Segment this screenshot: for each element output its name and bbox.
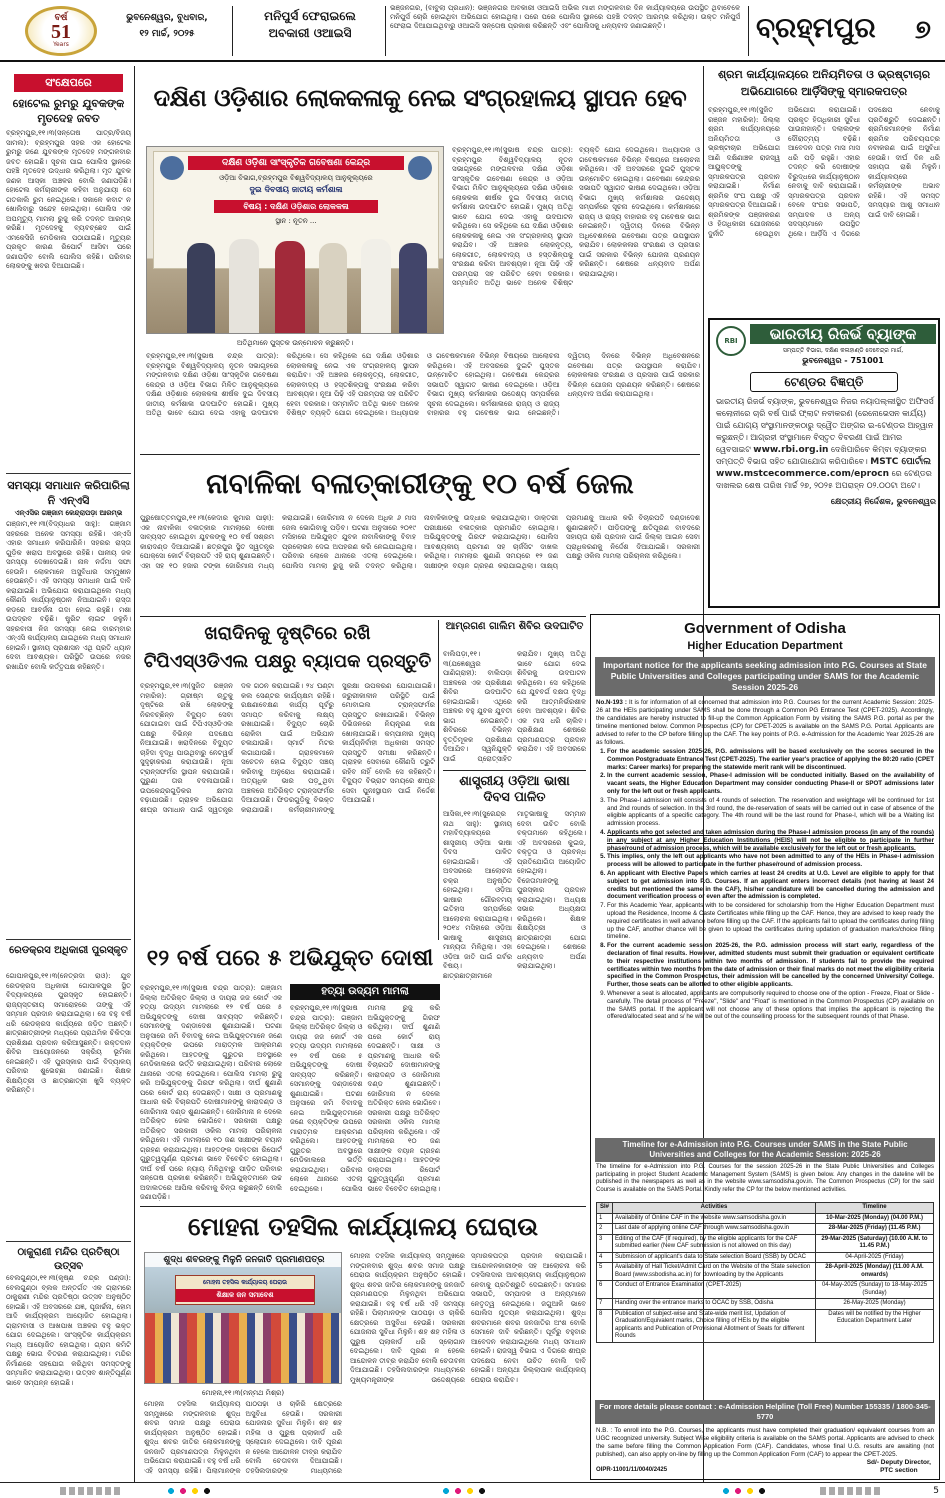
verdict-body-left: ବ୍ରହ୍ମପୁର,୧୧।୩(ସୁଭାଷ ଚନ୍ଦ୍ର ପାତ୍ର): ଗଞ୍ଜାମ ଜିଲ୍ଲା ଅତିରିକ୍ତ ଜିଲ୍ଲା ଓ ଦାୟରା ଜଜ କୋର୍ଟ ଏକ ହତ୍ୟା ଉଦ୍ୟମ ମାମଲାରେ ୧୨ ବର୍ଷ ପରେ ୫ ଅଭିଯୁକ୍ତଙ୍କୁ ଦୋଷୀ ସାବ୍ୟସ୍ତ କରିଛନ୍ତି। ସେମାନଙ୍କୁ ଦଣ୍ଡାଦେଶ ଶୁଣାଯାଇଛି। ଘଟଣା ଅନୁସାରେ ଜମି ବିବାଦକୁ ନେଇ ଅଭିଯୁକ୍ତମାନେ ଜଣେ ବ୍ୟକ୍ତିଙ୍କ ଉପରେ ମାରାତ୍ମକ ଆକ୍ରମଣ କରିଥିଲେ। ଆହତଙ୍କୁ ଗୁରୁତର ଅବସ୍ଥାରେ ମେଡିକାଲରେ ଭର୍ତ୍ତି କରାଯାଇଥିଲା। ପରିବାର ଲୋକେ ଥାନାରେ ଏତଲା ଦେଇଥିଲେ। ପୋଲିସ ମାମଲା ରୁଜୁ କରି ଅଭିଯୁକ୍ତଙ୍କୁ ଗିରଫ କରିଥିଲା। ଦୀର୍ଘ ଶୁଣାଣି ପରେ କୋର୍ଟ ରାୟ ଦେଇଛନ୍ତି। ସାକ୍ଷୀ ଓ ପ୍ରମାଣକୁ ଆଧାର କରି ବିଚାରପତି ଦୋଷୀମାନଙ୍କୁ କାରାଦଣ୍ଡ ଓ ଜୋରିମାନା ଦଣ୍ଡ ଶୁଣାଇଛନ୍ତି। ଜୋରିମାନା ନ ଦେଲେ ଅତିରିକ୍ତ ଜେଲ ଭୋଗିବେ। ସରକାରୀ ପକ୍ଷରୁ ଅତିରିକ୍ତ ସରକାରୀ ଓକିଲ ମାମଲା ପରିଚାଳନା କରିଥିଲେ। ଏହି ମାମଲାରେ ୧୦ ଜଣ ସାକ୍ଷୀଙ୍କ ବୟାନ ଗ୍ରହଣ କରାଯାଇଥିଲା। ଆହତଙ୍କ ଡାକ୍ତରୀ ରିପୋର୍ଟ ଗୁରୁତ୍ୱପୂର୍ଣ୍ଣ ପ୍ରମାଣ ଭାବେ ବିବେଚିତ ହୋଇଥିଲା। ଦୀର୍ଘ ବର୍ଷ ପରେ ନ୍ୟାୟ ମିଳିଥିବାରୁ ପୀଡ଼ିତ ପରିବାର ସନ୍ତୋଷ ପ୍ରକାଶ କରିଛନ୍ତି। ଅଭିଯୁକ୍ତମାନେ ଉଚ୍ଚ ଅଦାଲତରେ ଆପିଲ କରିବାକୁ ଚିନ୍ତା କରୁଛନ୍ତି ବୋଲି ଜଣାପଡ଼ିଛି। [140,984,282,1201]
registration-dots [720,1487,780,1495]
sidebar-item-body: ବେଲଗୁଣ୍ଠା,୧୧।୩(କୃଷ୍ଣ ଚନ୍ଦ୍ର ପଣ୍ଡା): ବେଲଗୁଣ୍ଠା ବ୍ଲକ ଅନ୍ତର୍ଗତ ଏକ ଗ୍ରାମରେ ଠାକୁରାଣୀ ମନ୍ଦିର ପ୍ରତିଷ୍ଠା ଉତ୍ସବ ଅନୁଷ୍ଠିତ ହୋଇଛି। ଏହି ଅବସରରେ ଯଜ୍ଞ, ପୂଜାର୍ଚ୍ଚନା, ହୋମ ଆଦି କାର୍ଯ୍ୟକ୍ରମ ଆୟୋଜିତ ହୋଇଥିଲା। ଗ୍ରାମବାସୀ ଓ ଆଖପାଖ ଅଞ୍ଚଳର ବହୁ ଭକ୍ତ ଯୋଗ ଦେଇଥିଲେ। ସାଂସ୍କୃତିକ କାର୍ଯ୍ୟକ୍ରମ ମଧ୍ୟ ଆୟୋଜିତ ହୋଇଥିଲା। ଗ୍ରାମ କମିଟି ପକ୍ଷରୁ ଭୋଗ ବିତରଣ କରାଯାଇଥିଲା। ମନ୍ଦିର ନିର୍ମାଣରେ ସହଯୋଗ କରିଥିବା ସମସ୍ତଙ୍କୁ ସମ୍ମାନିତ କରାଯାଇଥିଲା। ଉତ୍ସବ ଶାନ୍ତିପୂର୍ଣ୍ଣ ଭାବେ ସମ୍ପନ୍ନ ହୋଇଛି। [6,1274,131,1387]
person-figure [275,241,305,333]
verdict-body-right: ବ୍ରହ୍ମପୁର,୧୧।୩(ସୁଭାଷ ଚନ୍ଦ୍ର ପାତ୍ର): ଗଞ୍ଜାମ ଜିଲ୍ଲା ଅତିରିକ୍ତ ଜିଲ୍ଲା ଓ ଦାୟରା ଜଜ କୋର୍ଟ ଏକ ହତ୍ୟା ଉଦ୍ୟମ ମାମଲାରେ ୧୨ ବର୍ଷ ପରେ ୫ ଅଭିଯୁକ୍ତଙ୍କୁ ଦୋଷୀ ସାବ୍ୟସ୍ତ କରିଛନ୍ତି। ସେମାନଙ୍କୁ ଦଣ୍ଡାଦେଶ ଶୁଣାଯାଇଛି। ଘଟଣା ଅନୁସାରେ ଜମି ବିବାଦକୁ ନେଇ ଅଭିଯୁକ୍ତମାନେ ଜଣେ ବ୍ୟକ୍ତିଙ୍କ ଉପରେ ମାରାତ୍ମକ ଆକ୍ରମଣ କରିଥିଲେ। ଆହତଙ୍କୁ ଗୁରୁତର ଅବସ୍ଥାରେ ମେଡିକାଲରେ ଭର୍ତ୍ତି କରାଯାଇଥିଲା। ପରିବାର ଲୋକେ ଥାନାରେ ଏତଲା ଦେଇଥିଲେ। ପୋଲିସ ମାମଲା ରୁଜୁ କରି ଅଭିଯୁକ୍ତଙ୍କୁ ଗିରଫ କରିଥିଲା। ଦୀର୍ଘ ଶୁଣାଣି ପରେ କୋର୍ଟ ରାୟ ଦେଇଛନ୍ତି। ସାକ୍ଷୀ ଓ ପ୍ରମାଣକୁ ଆଧାର କରି ବିଚାରପତି ଦୋଷୀମାନଙ୍କୁ କାରାଦଣ୍ଡ ଓ ଜୋରିମାନା ଦଣ୍ଡ ଶୁଣାଇଛନ୍ତି। ଜୋରିମାନା ନ ଦେଲେ ଅତିରିକ୍ତ ଜେଲ ଭୋଗିବେ। ସରକାରୀ ପକ୍ଷରୁ ଅତିରିକ୍ତ ସରକାରୀ ଓକିଲ ମାମଲା ପରିଚାଳନା କରିଥିଲେ। ଏହି ମାମଲାରେ ୧୦ ଜଣ ସାକ୍ଷୀଙ୍କ ବୟାନ ଗ୍ରହଣ କରାଯାଇଥିଲା। ଆହତଙ୍କ ଡାକ୍ତରୀ ରିପୋର୍ଟ ଗୁରୁତ୍ୱପୂର୍ଣ୍ଣ ପ୍ରମାଣ ଭାବେ ବିବେଚିତ ହୋଇଥିଲା। [290,1004,440,1193]
banner-line-4: ବିଷୟ : ଦକ୍ଷିଣ ଓଡ଼ିଶାର ଲୋକକଳା [214,200,378,213]
rbi-city: ଭୁବନେଶ୍ୱର - 751001 [802,356,884,365]
kharif-headline-1: ଖରାଦିନକୁ ଦୃଷ୍ଟିରେ ରଖି [204,623,371,644]
person-figure [229,239,259,333]
table-cell: Dates will be notified by the Higher Education Department Later [816,1309,934,1342]
mohana-body-right: ମୋହନା ତହସିଲ କାର୍ଯ୍ୟାଳୟ ସମ୍ମୁଖରେ ମଙ୍ଗଳବାର ଶୁଦ୍ଧ ଶବର ସମାଜ ପକ୍ଷରୁ ଘେରାଉ କାର୍ଯ୍ୟକ୍ରମ ଅନୁଷ୍ଠିତ ହୋଇଛି। ଶୁଦ୍ଧ ଶବର ଜାତିର ଲୋକମାନଙ୍କୁ ଜନଜାତି ପ୍ରମାଣପତ୍ର ମିଳୁନଥିବା ଅଭିଯୋଗ କରାଯାଇଛି। ବହୁ ବର୍ଷ ଧରି ଏହି ସମସ୍ୟା ରହିଛି। ପିଲାମାନଙ୍କ ପାଠପଢ଼ା ଓ ଚାକିରି କ୍ଷେତ୍ରରେ ଅସୁବିଧା ହେଉଛି। ସରକାରୀ ଯୋଜନାର ସୁବିଧା ମିଳୁନି। ଶହ ଶହ ମହିଳା ଓ ପୁରୁଷ ପ୍ଲାକାର୍ଡ ଧରି ସ୍ଲୋଗାନ ଦେଇଥିଲେ। ଦାବି ପୂରଣ ନ ହେଲେ ଆନ୍ଦୋଳନ ତୀବ୍ର କରାଯିବ ବୋଲି ଚେତାବନୀ ଦିଆଯାଇଛି। ତହସିଲଦାରଙ୍କ ମାଧ୍ୟମରେ ମୁଖ୍ୟମନ୍ତ୍ରୀଙ୍କ ଉଦ୍ଦେଶ୍ୟରେ ସ୍ମାରକପତ୍ର ପ୍ରଦାନ କରାଯାଇଛି। ଆନ୍ଦୋଳନକାରୀଙ୍କ ସହ ଆଲୋଚନା କରି ତହସିଲଦାର ଆବଶ୍ୟକୀୟ କାର୍ଯ୍ୟାନୁଷ୍ଠାନ ନେବାକୁ ପ୍ରତିଶ୍ରୁତି ଦେଇଛନ୍ତି। ସମାଜର ସଭାପତି, ସମ୍ପାଦକ ଓ ଅନ୍ୟମାନେ ନେତୃତ୍ୱ ନେଇଥିଲେ। ଜଗୁଆଳି ଭାବେ ପୋଲିସ ମୁତୟନ କରାଯାଇଥିଲା। ଶୁଦ୍ଧ ଶବରମାନେ ଶବର ଜନଜାତିର ଅଂଶ ବୋଲି ସେମାନେ ଦାବି କରିଛନ୍ତି। ପୂର୍ବରୁ ବହୁବାର ଆବେଦନ କରାଯାଇଥିଲେ ମଧ୍ୟ ସମାଧାନ ହୋଇନି। ରାଜସ୍ୱ ବିଭାଗ ଏ ଦିଗରେ ଶୀଘ୍ର ପଦକ୍ଷେପ ନେବା ଉଚିତ ବୋଲି ଦାବି ହୋଇଛି। ଅନ୍ୟଥା ଜିଲ୍ଲାପାଳ କାର୍ଯ୍ୟାଳୟ ଘେରାଉ କରାଯିବ। [350,1252,586,1384]
table-cell: Submission of applicant's data to State selection Board (SSB) by OCAC [613,1252,816,1263]
timeline-table [591,1202,939,1400]
sidebar-item-sub: ଏନ୍ଏସିର ଗଞ୍ଜାମ କେନ୍ଦ୍ରାପଡ଼ା ଆରମ୍ଭ [14,509,123,517]
rbi-url-1[interactable]: www.rbi.org.in [753,445,829,455]
govt-title: Government of Odisha [684,620,846,637]
table-cell: 6 [597,1281,613,1299]
sidebar-item-body: ଗଞ୍ଜାମ,୧୧।୩(ବିଦ୍ୟାଧର ସାହୁ): ଗଞ୍ଜାମ ସହରରେ ଅନେକ ସମସ୍ୟା ରହିଛି। ଏନ୍ଏସି ଏହାର ସମାଧାନ କରିପାରିନି। ସହରର ରାସ୍ତା ଗୁଡ଼ିକ ଖରାପ ଅବସ୍ଥାରେ ରହିଛି। ପାନୀୟ ଜଳ ସମସ୍ୟା ଦେଖାଦେଇଛି। ନାଳ ନର୍ଦ୍ଦମା ସଫା ହେଉନି। ଲୋକମାନେ ଅସୁବିଧାର ସମ୍ମୁଖୀନ ହେଉଛନ୍ତି। ଏହି ସମସ୍ୟା ସମାଧାନ ପାଇଁ ଦାବି କରାଯାଇଛି। ଅଭିଯୋଗ କରାଯାଇଥିଲେ ମଧ୍ୟ କୌଣସି କାର୍ଯ୍ୟାନୁଷ୍ଠାନ ନିଆଯାଇନି। ରାସ୍ତା କଡ଼ରେ ଆବର୍ଜନା ଗଦା ହୋଇ ରହୁଛି। ମଶା ଉପଦ୍ରବ ବଢ଼ିଛି। ଷ୍ଟ୍ରିଟ ଲାଇଟ ଜଳୁନି। ସହରବାସୀ ନିଜ ସମସ୍ୟା ନେଇ ବାରମ୍ବାର ଏନ୍ଏସି କାର୍ଯ୍ୟାଳୟ ଯାଇଥିଲେ ମଧ୍ୟ ସମାଧାନ ହୋଇନି। ସ୍ଥାନୀୟ ପ୍ରଶାସନ ଏଥି ପ୍ରତି ଧ୍ୟାନ ଦେବା ଆବଶ୍ୟକ। ପରିସ୍ଥିତି ଉପରେ ନଜର ରଖାଯିବ ବୋଲି କର୍ତ୍ତୃପକ୍ଷ କହିଛନ୍ତି। [6,520,131,671]
teaser-head-1: ମନିପୁର୍ସ ଫେରାଇଲେ [264,9,356,23]
govt-oipr: OIPR-11001/11/0040/2425 [596,1467,668,1473]
sidebar-item [6,478,131,935]
labour-story [708,66,940,316]
odia-headline-2: ଦିବସ ପାଳିତ [483,790,546,805]
table-cell: Availability of Hall Ticket/Admit Card on the Website of the State selection Board (www.ssbodisha.ac.in) for downloading by the Applicants [613,1263,816,1281]
table-cell: 8 [597,1309,613,1342]
rbi-mstc: MSTC ପୋର୍ଟାଲ [870,457,931,467]
table-cell: 29-Mar-2025 (Saturday) (10.00 A.M. to 11.45 P.M.) [816,1234,934,1252]
odia-headline-1: ଶାସ୍ତ୍ରୀୟ ଓଡ଼ିଆ ଭାଷା [459,774,570,789]
person-figure [187,243,215,333]
table-cell: Conduct of Entrance Examination (CPET-2025) [613,1281,816,1299]
logo-sub: Years [53,41,69,48]
lead-caption: ଅତିଥିମାନେ ପୁସ୍ତକ ଉନ୍ମୋଚନ କରୁଛନ୍ତି। [236,339,354,347]
rbi-body-1: ଭାରତୀୟ ରିଜର୍ଭ ବ୍ୟାଙ୍କ, ଭୁବନେଶ୍ୱର ନିଜର ନୟାପଲ୍ଲୀସ୍ଥିତ ଅଫିସର୍ସ କଲୋନୀରେ ଚାରି ବର୍ଷ ପାଇଁ ଫ୍ଲାଟ ନବୀକରଣ (ରେନୋଭେସନ କାର୍ଯ୍ୟ) ପାଇଁ ଯୋଗ୍ୟ ସଂସ୍ଥାମାନଙ୍କଠାରୁ ଦ୍ୱୈତ ଅଙ୍ଗର ଇ-ଟେଣ୍ଡର ଆହ୍ୱାନ କରୁଛନ୍ତି। [716,397,934,442]
govt-intro [591,696,939,748]
kharif-headline-2: ଟିପିଏସ୍ଓଡିଏଲ ପକ୍ଷରୁ ବ୍ୟାପକ ପ୍ରସ୍ତୁତି [143,651,432,672]
govt-point: 3. The Phase-I admission will consists of 4 rounds of selection. The reservation and weightage will be continued for 1st and 2nd rounds of selection. In the 3rd round, the de-reservation of seats will be carried out in case of absence of the eligible applicants of a specific category. The 4th round will be the last round for Phase-I, which will be a Waiting list admission process. [607,797,934,828]
rbi-date: ରେ ଟେଣ୍ଡର ଦାଖଲର ଶେଷ ତାରିଖ ମାର୍ଚ୍ଚ ୨୭, ୨୦୨୫ ଅପରାହ୍ନ ୦୨.୦୦ଟା ଅଟେ। [716,469,932,490]
rbi-tender-title: ଟେଣ୍ଡର ବିଜ୍ଞପ୍ତି [750,372,898,392]
teaser-head-2: ଅବକାରୀ ଓଆଇସି [268,26,352,40]
banner-line-3: ଦୁଇ ଦିବସୀୟ ଜାତୀୟ କର୍ମଶାଳା [249,185,343,194]
table-cell: Publication of subject-wise and State-wide merit list, Updation of Graduation/Equivalent marks, Choice filling of HEIs by the eligible applicants and Publication of Provisional Allotment of Seats for different Rounds [613,1309,816,1342]
govt-nb: N.B. : To enroll into the P.G. Courses, the applicants must have completed their graduation/ equivalent courses from an UGC recognized university. Subject Wise eligibility criteria is available on the SAMS portal. Applicants are advised to check the same before filling the Common Application Form (CAF). Candidates, whose final U.G. results are awaiting (not published), can also apply on-line by filling up the Common Application Form (CAF) to appear the CPET-2025. [596,1427,934,1458]
lead-photo [146,146,444,334]
govt-notice-title: Important notice for the applicants seeking admission into P.G. Courses at State Public Universities and Colleges participating under SAMS for the Academic Session 2025-26 [595,657,935,696]
table-cell: 5 [597,1263,613,1281]
rbi-sign: କ୍ଷେତ୍ରୀୟ ନିର୍ଦ୍ଦେଶକ, ଭୁବନେଶ୍ୱର [830,497,936,506]
dateline-date: ୧୨ ମାର୍ଚ୍ଚ, ୨୦୨୫ [139,29,195,39]
kharif-body: ବ୍ରହ୍ମପୁର,୧୧।୩(ସୁଜିତ ରଞ୍ଜନ ମହାରିକ): ଗ୍ରୀଷ୍ମ ଋତୁକୁ ଦୃଷ୍ଟିରେ ରଖି ଲୋକଙ୍କୁ ନିରବଚ୍ଛିନ୍ନ ବିଦ୍ୟୁତ ସେବା ଯୋଗାଇବା ପାଇଁ ଟିପିଏସ୍ଓଡିଏଲ ପକ୍ଷରୁ ବିଭିନ୍ନ ପଦକ୍ଷେପ ନିଆଯାଇଛି। ଖରାଦିନରେ ବିଦ୍ୟୁତ ଚାହିଦା ବୃଦ୍ଧି ପାଉଥିବାରୁ ନେଟୱର୍କ ସୁଦୃଢ଼ୀକରଣ କରାଯାଉଛି। ନୂଆ ଟ୍ରାନ୍ସଫର୍ମର ସ୍ଥାପନ କରାଯାଉଛି। ପୁରୁଣା ତାର ବଦଳାଯାଉଛି। ଉପକେନ୍ଦ୍ରଗୁଡ଼ିକର କ୍ଷମତା ବଢ଼ାଯାଉଛି। ଗ୍ରାହକ ଅଭିଯୋଗ ଶୀଘ୍ର ସମାଧାନ ପାଇଁ ସ୍ୱତନ୍ତ୍ର ଦଳ ଗଠନ କରାଯାଇଛି। ୨୪ ଘଣ୍ଟା କଲ ସେଣ୍ଟର କାର୍ଯ୍ୟକ୍ଷମ ରହିଛି। ରକ୍ଷଣାବେକ୍ଷଣ କାର୍ଯ୍ୟ ପୂର୍ବରୁ ସମାପ୍ତ କରିବାକୁ ଲକ୍ଷ୍ୟ ରଖାଯାଇଛି। ବିଦ୍ୟୁତ ଚୋରି ରୋକିବା ପାଇଁ ଅଭିଯାନ ଚଳାଯାଉଛି। ସ୍ମାର୍ଟ ମିଟର ଲଗାଯାଉଛି। ଗ୍ରାହକମାନେ ସଚେତନ ହୋଇ ବିଦ୍ୟୁତ ସଞ୍ଚୟ କରିବାକୁ ଅନୁରୋଧ କରାଯାଇଛି। ଅତ୍ୟଧିକ ଭାର ପଡ଼ୁଥିବା ଅଞ୍ଚଳରେ ଅତିରିକ୍ତ ଟ୍ରାନ୍ସଫର୍ମର ଦିଆଯାଉଛି। ଫିଡରଗୁଡ଼ିକୁ ବିଭକ୍ତ କରାଯାଉଛି। କର୍ମଚାରୀମାନଙ୍କୁ ସୁରକ୍ଷା ଉପକରଣ ଯୋଗାଯାଇଛି। ଜରୁରୀକାଳୀନ ପରିସ୍ଥିତି ପାଇଁ ମୋବାଇଲ ଟ୍ରାନ୍ସଫର୍ମର ପ୍ରସ୍ତୁତ ରଖାଯାଇଛି। ବିଭିନ୍ନ ଡିଭିଜନରେ ନିୟନ୍ତ୍ରଣ କକ୍ଷ ଖୋଲାଯାଇଛି। କମ୍ପାନୀର ମୁଖ୍ୟ କାର୍ଯ୍ୟନିର୍ବାହୀ ଅଧିକାରୀ ସମସ୍ତ ପ୍ରସ୍ତୁତି ସମୀକ୍ଷା କରିଛନ୍ତି। ଗ୍ରାହକ ସେବାରେ କୌଣସି ତ୍ରୁଟି ରହିବ ନାହିଁ ବୋଲି ସେ କହିଛନ୍ତି। ବିଦ୍ୟୁତ ବିଭ୍ରାଟ ସମୟରେ ଶୀଘ୍ର ସେବା ପୁନଃସ୍ଥାପନ ପାଇଁ ନିର୍ଦ୍ଦେଶ ଦିଆଯାଇଛି। [140,682,435,814]
teaser-headline [240,8,380,42]
table-header: Sl# [597,1203,613,1214]
govt-timeline-title: Timeline for e-Admission into P.G. Courses under SAMS in the State Public Universities and Colleges for the Academic Session: 2025-26 [595,1138,935,1162]
table-cell: 26-May-2025 (Monday) [816,1299,934,1310]
crowd [145,1313,342,1384]
teaser-body: ଭଞ୍ଜନଗର, (ବାବୁଲା ପ୍ରଧାନ): ଭଞ୍ଜନଗର ଅବକାରୀ ଓଆଇସି ଅଭିଲ ମାଝୀ ମଙ୍ଗଳବାର ଦିନ କାର୍ଯ୍ୟାଳୟରେ ଉପସ୍ଥିତ ଥିବାବେଳେ ମନିପୁର୍ସ ଚୋରି ହୋଇଥିବା ଅଭିଯୋଗ ହୋଇଥିଲା। ପରେ ପରେ ପୋଲିସ ସ୍ଥାନରେ ପହଞ୍ଚି ତଦନ୍ତ ଆରମ୍ଭ କରିଥିଲା। ଉକ୍ତ ମନିପୁର୍ସ ଫେରାଇ ଦିଆଯାଇଥିବାରୁ ଓଆଇସି ସନ୍ତୋଷ ପ୍ରକାଶ କରିଛନ୍ତି ଏବଂ ପୋଲିସକୁ ଧନ୍ୟବାଦ ଜଣାଇଛନ୍ତି। [390,4,740,30]
lead-story [140,66,700,458]
govt-dept: Higher Education Department [687,640,843,652]
person-figure [399,243,427,333]
rbi-tender-ad [708,318,940,608]
odia-story [443,774,586,1094]
sidebar-item [6,944,131,1237]
govt-point: 9. Whenever a seat is allocated, applicants are compulsorily required to choose one of the option - Freeze, Float or Slide - carefully. The detail process of "Freeze", "Slide" and "Float" is mentioned in the Common Prospectus (CP) available on the SAMS portal. If the applicant will not choose any of these options that implies the applicant is rejecting the offered/allocated seat and s/ he will be out of the counselling process for the subsequent rounds of that Phase. [607,990,934,1021]
table-row [597,1299,934,1310]
govt-point: 8. For the current academic session 2025-26, the P.G. admission process will start early, regardless of the declaration of final results. However, admitted students must submit their graduation or equivalent certificate to their respective institutions within two months of admission. If students fail to provide the required certificates within two months from the date of admission or their final marks do not meet the eligibility criteria specified in the Common Prospectus, their admission will be cancelled by the concerned University/ College. Further, those seats can be allotted to other eligible applicants. [607,942,934,989]
mohana-headline: ମୋହନା ତହସିଲ କାର୍ଯ୍ୟାଳୟ ଘେରାଉ [187,1212,539,1241]
masthead [0,0,945,62]
table-row [597,1234,934,1252]
camp-headline: ଆମ୍ରଗଣ ଗାଲିମ ଶିବିର ଉଦଘାଟିତ [445,621,584,632]
labour-headline: ଶ୍ରମ କାର୍ଯ୍ୟାଳୟରେ ଅନିୟମିତତା ଓ ଭ୍ରଷ୍ଟାଚାର ଅଭିଯୋଗରେ ଆର୍ଡ଼ିସିଙ୍କୁ ସ୍ମାରକପତ୍ର [717,68,931,98]
table-cell: Handing over the entrance marks to OCAC by SSB, Odisha [613,1299,816,1310]
govt-point: 1. For the academic session 2025-26, P.G. admissions will be based exclusively on the scores secured in the Common Postgraduate Entrance Test (CPET-2025). The earlier year's practice of applying the 80:20 ratio (CPET marks: Career marks) for preparing the statewide merit rank will be discontinued. [607,748,934,771]
govt-sign-2: PTC section [880,1467,918,1474]
govt-point: 6. An applicant with Elective Papers which carries at least 24 credits at U.G. Level are eligible to apply for that subject to get admission into P.G. Courses. If an applicant enters incorrect details (not having at least 24 credits but mentioned the same in the CAF), his/her candidature will be cancelled during the admission and document verification process or even after the admission is completed. [607,870,934,901]
rbi-url-3[interactable]: com/eprocn [829,469,890,479]
camp-body: ବାଲିପଡ଼ା,୧୧।୩(ଯଜ୍ଞେଶ୍ୱର ପାଣିଗ୍ରାହୀ): ବାଲିପଡ଼ା ଅଞ୍ଚଳରେ ଏକ ପ୍ରଶିକ୍ଷଣ ଶିବିର ଉଦଘାଟିତ ହୋଇଯାଇଛି। ଏଥିରେ ଅଞ୍ଚଳର ବହୁ ଯୁବକ ଯୁବତୀ ଭାଗ ନେଇଛନ୍ତି। ଶିବିରରେ ବିଭିନ୍ନ ବୃତ୍ତିମୂଳକ ପ୍ରଶିକ୍ଷଣ ଦିଆଯିବ। ସ୍ୱନିଯୁକ୍ତି ପାଇଁ ପ୍ରୋତ୍ସାହିତ କରାଯିବ। ମୁଖ୍ୟ ଅତିଥି ଭାବେ ଯୋଗ ଦେଇ ଶିବିରକୁ ଉଦଘାଟନ କରିଥିଲେ। ସେ କହିଥିଲେ ଯେ ଯୁବବର୍ଗ ଦକ୍ଷତା ବୃଦ୍ଧି କରି ଆତ୍ମନିର୍ଭରଶୀଳ ହେବା ଆବଶ୍ୟକ। ଶିବିର ଏକ ମାସ ଧରି ଚାଲିବ। ପ୍ରଶିକ୍ଷଣ ଶେଷରେ ପ୍ରମାଣପତ୍ର ପ୍ରଦାନ କରାଯିବ। ଏହି ଅବସରରେ [443,650,586,763]
govt-point: 2. In the current academic session, Phase-I admission will be conducted initially. Based on the availability of vacant seats, the Higher Education Department may consider conducting Phase-II or SPOT admissions later only for the left out or fresh applicants. [607,772,934,795]
table-cell: 1 [597,1213,613,1224]
sidebar-item-head: ସମସ୍ୟା ସମାଧାନ କରିପାରିଲା ନି ଏନ୍ଏସି [7,479,130,507]
protest-banner-text: ମୋହନା ତହସିଲ କାର୍ଯ୍ୟାଳୟ ଘେରାଉ [202,1279,288,1286]
govt-notice [590,614,940,1480]
protest-banner-text-2: ଶିକ୍ଷାଳ ଜନ ସମାବେଶ [176,1289,314,1302]
mohana-subhead: ଶୁଦ୍ଧ ଶବରଙ୍କୁ ମିଳୁନି ଜନଜାତି ପ୍ରମାଣପତ୍ର [145,1253,342,1267]
mohana-story [140,1208,586,1480]
table-header-row [597,1203,934,1214]
sidebar-item-head: ହୋଟେଲ ରୁମରୁ ଯୁବକଙ୍କ ମୃତଦେହ ଜବତ [12,97,125,125]
logo-number: 51 [51,21,71,43]
verdict-subhead: ହତ୍ୟା ଉଦ୍ୟମ ମାମଲା [290,984,440,1000]
rape-body: ପୁରୁଷୋତ୍ତମପୁର,୧୧।୩(କେଦାର କୁମାର ପାଢ଼ୀ): ଏକ ନାବାଳିକା ବଳାତ୍କାର ମାମଲାରେ ଦୋଷୀ ସାବ୍ୟସ୍ତ ହୋଇଥିବା ଯୁବକଙ୍କୁ ୧୦ ବର୍ଷ ସଶ୍ରମ କାରାଦଣ୍ଡ ଦିଆଯାଇଛି। ଛତ୍ରପୁର ସ୍ଥିତ ସ୍ୱତନ୍ତ୍ର ପୋକ୍ସୋ କୋର୍ଟ ବିଚାରପତି ଏହି ରାୟ ଶୁଣାଇଛନ୍ତି। ଏହା ସହ ୧୦ ହଜାର ଟଙ୍କା ଜୋରିମାନା ମଧ୍ୟ କରାଯାଇଛି। ଜୋରିମାନା ନ ଦେଲେ ଅଧିକ ୬ ମାସ ଜେଲ ଭୋଗିବାକୁ ପଡ଼ିବ। ଘଟଣା ଅନୁସାରେ ୨୦୧୯ ମସିହାରେ ଅଭିଯୁକ୍ତ ଯୁବକ ନାବାଳିକାଙ୍କୁ ବିବାହ ପ୍ରଲୋଭନ ଦେଇ ଅପହରଣ କରି ନେଇଯାଇଥିଲା। ପରିବାର ଲୋକେ ଥାନାରେ ଏତଲା ଦେଇଥିଲେ। ପୋଲିସ ମାମଲା ରୁଜୁ କରି ତଦନ୍ତ କରିଥିଲା। ନାବାଳିକାଙ୍କୁ ଉଦ୍ଧାର କରାଯାଇଥିଲା। ଡାକ୍ତରୀ ପରୀକ୍ଷାରେ ବଳାତ୍କାର ପ୍ରମାଣିତ ହୋଇଥିଲା। ଅଭିଯୁକ୍ତଙ୍କୁ ଗିରଫ କରାଯାଇଥିଲା। ପୋଲିସ ଆବଶ୍ୟକୀୟ ପ୍ରମାଣ ସହ ଚାର୍ଜସିଟ ଦାଖଲ କରିଥିଲା। ମାମଲାର ଶୁଣାଣି ସମୟରେ ୧୨ ଜଣ ସାକ୍ଷୀଙ୍କ ବୟାନ ଗ୍ରହଣ କରାଯାଇଥିଲା। ସାକ୍ଷ୍ୟ ପ୍ରମାଣକୁ ଆଧାର କରି ବିଚାରପତି ଦଣ୍ଡାଦେଶ ଶୁଣାଇଛନ୍ତି। ପୀଡ଼ିତାଙ୍କୁ କ୍ଷତିପୂରଣ ବାବଦରେ ସହାୟତା ରାଶି ପ୍ରଦାନ ପାଇଁ ଜିଲ୍ଲା ଆଇନ ସେବା ପ୍ରାଧିକରଣକୁ ନିର୍ଦ୍ଦେଶ ଦିଆଯାଇଛି। ସରକାରୀ ପକ୍ଷରୁ ଓକିଲ ମାମଲା ପରିଚାଳନା କରିଥିଲେ। [140,514,700,570]
govt-point: 4. Applicants who got selected and taken admission during the Phase-I admission process (in any of the rounds) in any subject at any Higher Education Institutions (HEIS) will not be eligible to participate in further phase/round of admission process, which will be available exclusively for the left out or fresh applicants. [607,829,934,852]
banner-title: ଦକ୍ଷିଣ ଓଡ଼ିଶା ସାଂସ୍କୃତିକ ଗବେଷଣା କେନ୍ଦ୍ର [188,156,404,170]
sidebar-item-head: ରେଡକ୍ରସ ଅଧିକାରୀ ପୁରସ୍କୃତ [9,945,128,956]
sidebar [6,70,131,1480]
lead-body-side: ବ୍ରହ୍ମପୁର,୧୧।୩(ସୁଭାଷ ଚନ୍ଦ୍ର ପାତ୍ର): ବ୍ରହ୍ମପୁର ବିଶ୍ୱବିଦ୍ୟାଳୟ ନୂତନ ସଭାଗୃହରେ ମଙ୍ଗଳବାର ଦକ୍ଷିଣ ଓଡ଼ିଶା ସାଂସ୍କୃତିକ ଗବେଷଣା କେନ୍ଦ୍ର ଓ ଓଡ଼ିଆ ବିଭାଗ ମିଳିତ ଆନୁକୂଲ୍ୟରେ ଦକ୍ଷିଣ ଓଡ଼ିଶାର ଲୋକକଳା ଶୀର୍ଷକ ଦୁଇ ଦିବସୀୟ ଜାତୀୟ କର୍ମଶାଳା ଉଦଘାଟିତ ହୋଇଛି। ମୁଖ୍ୟ ଅତିଥି ଭାବେ ଯୋଗ ଦେଇ ଏହାକୁ ଉଦଘାଟନ କରିଥିଲେ। ସେ କହିଥିଲେ ଯେ ଦକ୍ଷିଣ ଓଡ଼ିଶାର ଲୋକକଳାକୁ ନେଇ ଏକ ସଂଗ୍ରହାଳୟ ସ୍ଥାପନ କରାଯିବ। ଏହି ଅଞ୍ଚଳର ଲୋକନୃତ୍ୟ, ଲୋକଗୀତ, ଲୋକବାଦ୍ୟ ଓ ହସ୍ତଶିଳ୍ପକୁ ସଂରକ୍ଷଣ କରିବା ଆବଶ୍ୟକ। ନୂଆ ପିଢ଼ି ଏହି ପରମ୍ପରା ସହ ପରିଚିତ ହେବା ଦରକାର। ସମ୍ମାନିତ ଅତିଥି ଭାବେ ଅନେକ ବିଶିଷ୍ଟ ବ୍ୟକ୍ତି ଯୋଗ ଦେଇଥିଲେ। ଅଧ୍ୟାପକ ଓ ଗବେଷକମାନେ ବିଭିନ୍ନ ବିଷୟରେ ଆଲୋଚନା କରିଥିଲେ। ଏହି ଅବସରରେ ଦୁଇଟି ପୁସ୍ତକ ଉନ୍ମୋଚିତ ହୋଇଥିଲା। ଗବେଷଣା କେନ୍ଦ୍ରର ସଭାପତି ସ୍ୱାଗତ ଭାଷଣ ଦେଇଥିଲେ। ଓଡ଼ିଆ ବିଭାଗ ମୁଖ୍ୟ କର୍ମଶାଳାର ଉଦ୍ଦେଶ୍ୟ ସମ୍ପର୍କରେ ସୂଚନା ଦେଇଥିଲେ। କର୍ମଶାଳାରେ ରାଜ୍ୟ ଓ ରାଜ୍ୟ ବାହାରର ବହୁ ଗବେଷକ ଭାଗ ନେଇଛନ୍ତି। ଦ୍ୱିତୀୟ ଦିନରେ ବିଭିନ୍ନ ଅଧିବେଶନରେ ଗବେଷଣା ପତ୍ର ଉପସ୍ଥାପନ କରାଯିବ। ଲୋକକଳାର ସଂରକ୍ଷଣ ଓ ପ୍ରସାର ପାଇଁ ସରକାର ବିଭିନ୍ନ ଯୋଜନା ପ୍ରଣୟନ କରିଛନ୍ତି। ଶେଷରେ ଧନ୍ୟବାଦ ଅର୍ପଣ କରାଯାଇଥିଲା। [452,146,700,287]
rbi-name: ଭାରତୀୟ ରିଜର୍ଭ ବ୍ୟାଙ୍କ [750,324,936,344]
rbi-logo-text: RBI [724,337,738,345]
color-bar [60,1487,120,1495]
mohana-body-left: ମୋହନା ତହସିଲ କାର୍ଯ୍ୟାଳୟ ସମ୍ମୁଖରେ ମଙ୍ଗଳବାର ଶୁଦ୍ଧ ଶବର ସମାଜ ପକ୍ଷରୁ ଘେରାଉ କାର୍ଯ୍ୟକ୍ରମ ଅନୁଷ୍ଠିତ ହୋଇଛି। ଶୁଦ୍ଧ ଶବର ଜାତିର ଲୋକମାନଙ୍କୁ ଜନଜାତି ପ୍ରମାଣପତ୍ର ମିଳୁନଥିବା ଅଭିଯୋଗ କରାଯାଇଛି। ବହୁ ବର୍ଷ ଧରି ଏହି ସମସ୍ୟା ରହିଛି। ପିଲାମାନଙ୍କ ପାଠପଢ଼ା ଓ ଚାକିରି କ୍ଷେତ୍ରରେ ଅସୁବିଧା ହେଉଛି। ସରକାରୀ ଯୋଜନାର ସୁବିଧା ମିଳୁନି। ଶହ ଶହ ମହିଳା ଓ ପୁରୁଷ ପ୍ଲାକାର୍ଡ ଧରି ସ୍ଲୋଗାନ ଦେଇଥିଲେ। ଦାବି ପୂରଣ ନ ହେଲେ ଆନ୍ଦୋଳନ ତୀବ୍ର କରାଯିବ ବୋଲି ଚେତାବନୀ ଦିଆଯାଇଛି। ତହସିଲଦାରଙ୍କ ମାଧ୍ୟମରେ [144,1400,342,1475]
table-header: Activities [613,1203,816,1214]
table-cell: 28-Mar-2025 (Friday) (11.45 P.M.) [816,1224,934,1235]
person-figure [361,239,391,333]
table-cell: 28-April-2025 (Monday) (11.00 A.M. onwards) [816,1263,934,1281]
sidebar-item [6,1246,131,1498]
table-row [597,1309,934,1342]
govt-timeline-intro: The timeline for e-Admission into P.G. Courses for the session 2025-26 in the State Public Universities and Colleges participating in project Student Academic Management System (SAMS) is given below. Any changes in the dateline will be published in the newspapers as well as in the website www.samsodisha.gov.in. The Common Prospectus (CP) for the said Course is available on the SAMS Portal. Kindly refer the CP for the below mentioned activities. [596,1164,934,1193]
emblem-left-icon [160,156,184,180]
lead-headline: ଦକ୍ଷିଣ ଓଡ଼ିଶାର ଲୋକକଳାକୁ ନେଇ ସଂଗ୍ରହାଳୟ ସ୍ଥାପନ ହେବ [153,84,687,112]
table-cell: Availability of Online CAF in the website www.samsodisha.gov.in [613,1213,816,1224]
mohana-caption: ମୋହନା,୧୧।୩(ମନ୍ମଥ ମିଶ୍ର) [201,1389,285,1397]
registration-dots [440,1487,500,1495]
table-cell: 04-May-2025 (Sunday) to 18-May-2025 (Sunday) [816,1281,934,1299]
govt-points [591,748,939,1136]
table-cell: 04-April-2025 (Friday) [816,1252,934,1263]
verdict-headline: ୧୨ ବର୍ଷ ପରେ ୫ ଅଭିଯୁକ୍ତ ଦୋଷୀ [146,946,434,971]
registration-dots [165,1487,225,1495]
table-row [597,1213,934,1224]
footer-page-number: 5 [933,1486,939,1496]
color-bar [820,1487,880,1495]
table-cell: 3 [597,1234,613,1252]
table-cell: Editing of the CAF (If required), by the eligible applicants for the CAF submitted earlier (New CAF submission is not allowed on this day) [613,1234,816,1252]
verdict-story [140,940,440,1205]
govt-point: 7. For this Academic Year, applicants with to be considered for scholarship from the Higher Education Department must upload the Residence, Income & Caste Certificates while filling up the CAF. Hence, they are advised to keep ready the required certificates in well advance before filling up the CAF. If the applicants fail to upload the certificates during filling up the CAF, another chance will be given to upload the certificates during updation of graduation marks/choice filling timeline. [607,902,934,941]
table-header: Timeline [816,1203,934,1214]
mohana-photo [144,1252,342,1384]
rbi-logo-icon [716,326,746,356]
sidebar-item-body: ଗୋପାଳପୁର,୧୧।୩(ନେତ୍ରଦା ରାଓ): ଯୁବ ରେଡକ୍ରସ ଅଧିକାରୀ ଗୋପାଳପୁର ସ୍ଥିତ ବିଦ୍ୟାଳୟରେ ପୁରସ୍କୃତ ହୋଇଛନ୍ତି। ରାଜ୍ୟସ୍ତରୀୟ ସମାରୋହରେ ତାଙ୍କୁ ଏହି ସମ୍ମାନ ପ୍ରଦାନ କରାଯାଇଥିଲା। ସେ ବହୁ ବର୍ଷ ଧରି ରେଡକ୍ରସ କାର୍ଯ୍ୟରେ ଜଡ଼ିତ ଅଛନ୍ତି। ଛାତ୍ରଛାତ୍ରୀଙ୍କ ମଧ୍ୟରେ ପ୍ରାଥମିକ ଚିକିତ୍ସା ପ୍ରଶିକ୍ଷଣ ପ୍ରଦାନ କରିଆସୁଛନ୍ତି। ରକ୍ତଦାନ ଶିବିର ଆୟୋଜନରେ ସକ୍ରିୟ ଭୂମିକା ନେଇଛନ୍ତି। ଏହି ପୁରସ୍କାର ପାଇଁ ବିଦ୍ୟାଳୟ ପରିବାର ଶୁଭେଚ୍ଛା ଜଣାଇଛି। ଶିକ୍ଷକ ଶିକ୍ଷୟିତ୍ରୀ ଓ ଛାତ୍ରଛାତ୍ରୀ ଖୁସି ବ୍ୟକ୍ତ କରିଛନ୍ତି। [6,972,131,1094]
table-cell: 2 [597,1224,613,1235]
govt-intro-text: It is for information of all concerned that admission into P.G. Courses for the current Academic Session: 2025-26 at the HEIs participating under SAMS shall be done through a Common PG Entrance Test (CPET-2025). Accordingly, the candidates are hereby instructed to fill-up the Common Application Form by visiting the SAMS P.G. portal as per the timeline mentioned below. Common Prospectus (CP) for CPET-2025 is available on the SAMS P.G. Portal. Applicants are advised to refer to the CP before filling up the CAF. The key points of P.G. e-Admission for the Academic Year 2025-26 are as follows. [596,699,934,746]
table-cell: 10-Mar-2025 (Monday) (04.00 P.M.) [816,1213,934,1224]
logo-word: ବର୍ଷ [54,13,68,23]
rbi-body-2: ଆଗ୍ରହୀ ସଂସ୍ଥାମାନେ ବିସ୍ତୃତ ବିବରଣୀ ପାଇଁ ଆମର ୱେବସାଇଟ [716,433,903,454]
govt-no: No.N-193 : [596,699,627,706]
labour-body: ବ୍ରହ୍ମପୁର,୧୧।୩(ସୁଜିତ ରଞ୍ଜନ ମହାରିକ): ଜିଲ୍ଲା ଶ୍ରମ କାର୍ଯ୍ୟାଳୟରେ ଅନିୟମିତତା ଓ ଭ୍ରଷ୍ଟାଚାର ଅଭିଯୋଗ ଆଣି ଦକ୍ଷିଣାଞ୍ଚଳ ରାଜସ୍ୱ ଆୟୁକ୍ତଙ୍କୁ ସ୍ମାରକପତ୍ର ପ୍ରଦାନ କରାଯାଇଛି। ନିର୍ମାଣ ଶ୍ରମିକ ସଂଘ ପକ୍ଷରୁ ଏହି ସ୍ମାରକପତ୍ର ଦିଆଯାଇଛି। ଶ୍ରମିକଙ୍କ ପଞ୍ଜୀକରଣ ଓ ହିତାଧିକାରୀ ଯୋଜନାରେ ଦୁର୍ନୀତି ହେଉଥିବା ଅଭିଯୋଗ କରାଯାଇଛି। ପ୍ରକୃତ ହିତାଧିକାରୀ ସୁବିଧା ପାଉନାହାନ୍ତି। ଦଲାଲଙ୍କ ଦୌରାତ୍ମ୍ୟ ବଢ଼ିଛି। ଆବେଦନ ପତ୍ର ମାସ ମାସ ଧରି ପଡ଼ି ରହୁଛି। ଏହାର ତଦନ୍ତ କରି ଦୋଷୀଙ୍କ ବିରୁଦ୍ଧରେ କାର୍ଯ୍ୟାନୁଷ୍ଠାନ ନେବାକୁ ଦାବି କରାଯାଇଛି। ସ୍ମାରକପତ୍ର ପ୍ରଦାନ ବେଳେ ସଂଘର ସଭାପତି, ସମ୍ପାଦକ ଓ ଅନ୍ୟ ସଦସ୍ୟମାନେ ଉପସ୍ଥିତ ଥିଲେ। ଆର୍ଡ଼ିସି ଏ ଦିଗରେ ପଦକ୍ଷେପ ନେବାକୁ ପ୍ରତିଶ୍ରୁତି ଦେଇଛନ୍ତି। ଶ୍ରମିକମାନଙ୍କ ନିର୍ମାଣ ଶ୍ରମିକ ପରିଚୟପତ୍ର ନବୀକରଣ ପାଇଁ ଅସୁବିଧା ହେଉଛି। ଦୀର୍ଘ ଦିନ ଧରି ସହାୟତା ରାଶି ମିଳୁନି। କାର୍ଯ୍ୟାଳୟରେ କର୍ମଚାରୀଙ୍କ ଅଭାବ ରହିଛି। ଏହି ସମସ୍ତ ସମସ୍ୟାର ଆଶୁ ସମାଧାନ ପାଇଁ ଦାବି ହୋଇଛି। [708,106,940,238]
sidebar-item [6,96,131,469]
sidebar-label: ସଂକ୍ଷେପରେ [14,74,123,92]
banner-line-2: ଓଡ଼ିଆ ବିଭାଗ,ବ୍ରହ୍ମପୁର ବିଶ୍ୱବିଦ୍ୟାଳୟ ଆନୁକୂଲ୍ୟରେ [219,174,373,182]
table-row [597,1224,934,1235]
dateline [108,10,226,42]
page-name: ବ୍ରହ୍ମପୁର [756,11,876,44]
lead-body: ବ୍ରହ୍ମପୁର,୧୧।୩(ସୁଭାଷ ଚନ୍ଦ୍ର ପାତ୍ର): ବ୍ରହ୍ମପୁର ବିଶ୍ୱବିଦ୍ୟାଳୟ ନୂତନ ସଭାଗୃହରେ ମଙ୍ଗଳବାର ଦକ୍ଷିଣ ଓଡ଼ିଶା ସାଂସ୍କୃତିକ ଗବେଷଣା କେନ୍ଦ୍ର ଓ ଓଡ଼ିଆ ବିଭାଗ ମିଳିତ ଆନୁକୂଲ୍ୟରେ ଦକ୍ଷିଣ ଓଡ଼ିଶାର ଲୋକକଳା ଶୀର୍ଷକ ଦୁଇ ଦିବସୀୟ ଜାତୀୟ କର୍ମଶାଳା ଉଦଘାଟିତ ହୋଇଛି। ମୁଖ୍ୟ ଅତିଥି ଭାବେ ଯୋଗ ଦେଇ ଏହାକୁ ଉଦଘାଟନ କରିଥିଲେ। ସେ କହିଥିଲେ ଯେ ଦକ୍ଷିଣ ଓଡ଼ିଶାର ଲୋକକଳାକୁ ନେଇ ଏକ ସଂଗ୍ରହାଳୟ ସ୍ଥାପନ କରାଯିବ। ଏହି ଅଞ୍ଚଳର ଲୋକନୃତ୍ୟ, ଲୋକଗୀତ, ଲୋକବାଦ୍ୟ ଓ ହସ୍ତଶିଳ୍ପକୁ ସଂରକ୍ଷଣ କରିବା ଆବଶ୍ୟକ। ନୂଆ ପିଢ଼ି ଏହି ପରମ୍ପରା ସହ ପରିଚିତ ହେବା ଦରକାର। ସମ୍ମାନିତ ଅତିଥି ଭାବେ ଅନେକ ବିଶିଷ୍ଟ ବ୍ୟକ୍ତି ଯୋଗ ଦେଇଥିଲେ। ଅଧ୍ୟାପକ ଓ ଗବେଷକମାନେ ବିଭିନ୍ନ ବିଷୟରେ ଆଲୋଚନା କରିଥିଲେ। ଏହି ଅବସରରେ ଦୁଇଟି ପୁସ୍ତକ ଉନ୍ମୋଚିତ ହୋଇଥିଲା। ଗବେଷଣା କେନ୍ଦ୍ରର ସଭାପତି ସ୍ୱାଗତ ଭାଷଣ ଦେଇଥିଲେ। ଓଡ଼ିଆ ବିଭାଗ ମୁଖ୍ୟ କର୍ମଶାଳାର ଉଦ୍ଦେଶ୍ୟ ସମ୍ପର୍କରେ ସୂଚନା ଦେଇଥିଲେ। କର୍ମଶାଳାରେ ରାଜ୍ୟ ଓ ରାଜ୍ୟ ବାହାରର ବହୁ ଗବେଷକ ଭାଗ ନେଇଛନ୍ତି। ଦ୍ୱିତୀୟ ଦିନରେ ବିଭିନ୍ନ ଅଧିବେଶନରେ ଗବେଷଣା ପତ୍ର ଉପସ୍ଥାପନ କରାଯିବ। ଲୋକକଳାର ସଂରକ୍ଷଣ ଓ ପ୍ରସାର ପାଇଁ ସରକାର ବିଭିନ୍ନ ଯୋଜନା ପ୍ରଣୟନ କରିଛନ୍ତି। ଶେଷରେ ଧନ୍ୟବାଦ ଅର୍ପଣ କରାଯାଇଥିଲା। [146,352,700,417]
anniversary-logo [25,6,97,56]
person-figure [319,243,347,333]
rbi-url-2[interactable]: www.mstcecommerce. [716,469,830,479]
odia-body: ଆସିକା,୧୧।୩(ସୁରେନ୍ଦ୍ର ନାଥ ସାହୁ): ସ୍ଥାନୀୟ ମହାବିଦ୍ୟାଳୟରେ ଶାସ୍ତ୍ରୀୟ ଓଡ଼ିଆ ଭାଷା ଦିବସ ପାଳିତ ହୋଇଯାଇଛି। ଏହି ଅବସରରେ ଆଲୋଚନା ଚକ୍ର ଅନୁଷ୍ଠିତ ହୋଇଥିଲା। ଓଡ଼ିଆ ଭାଷାର ଗୌରବମୟ ଇତିହାସ ସମ୍ପର୍କରେ ଆଲୋଚନା କରାଯାଇଥିଲା। ୨୦୧୪ ମସିହାରେ ଓଡ଼ିଆ ଭାଷାକୁ ଶାସ୍ତ୍ରୀୟ ମାନ୍ୟତା ମିଳିଥିଲା। ଏହା ଓଡ଼ିଆ ଜାତି ପାଇଁ ଗର୍ବର ବିଷୟ। ଛାତ୍ରଛାତ୍ରୀମାନେ ମାତୃଭାଷାକୁ ସମ୍ମାନ ଦେବା ଉଚିତ ବୋଲି ବକ୍ତାମାନେ କହିଥିଲେ। ଏହି ଅବସରରେ କୁଇଜ, ବକ୍ତୃତା ଓ ପ୍ରବନ୍ଧ ପ୍ରତିଯୋଗିତା ଆୟୋଜିତ ହୋଇଥିଲା। ବିଜେତାମାନଙ୍କୁ ପୁରସ୍କାର ପ୍ରଦାନ କରାଯାଇଥିଲା। ଅଧ୍ୟକ୍ଷ ସଭାର ଅଧ୍ୟକ୍ଷତା କରିଥିଲେ। ଶିକ୍ଷକ ଶିକ୍ଷୟିତ୍ରୀ ଓ ଛାତ୍ରଛାତ୍ରୀ ଯୋଗ ଦେଇଥିଲେ। ଶେଷରେ ଧନ୍ୟବାଦ ଅର୍ପଣ କରାଯାଇଥିଲା। [443,810,586,980]
table-row [597,1263,934,1281]
rbi-body-3: ଦେଖିପାରିବେ କିମ୍ବା ବ୍ୟାଙ୍କର ସମ୍ପତ୍ତି ବିଭାଗ ସହିତ ଯୋଗାଯୋଗ କରିପାରିବେ। [716,445,927,466]
sidebar-item-head: ଠାକୁରାଣୀ ମନ୍ଦିର ପ୍ରତିଷ୍ଠା ଉତ୍ସବ [17,1247,120,1272]
dateline-place: ଭୁବନେଶ୍ୱର, ବୁଧବାର, [126,13,208,23]
table-row [597,1252,934,1263]
camp-story [443,620,586,770]
govt-sign [867,1459,931,1475]
table-cell: 4 [597,1252,613,1263]
rape-headline: ନାବାଳିକା ବଳାତ୍କାରୀଙ୍କୁ ୧୦ ବର୍ଷ ଜେଲ [206,467,634,500]
govt-sign-1: Sd/- Deputy Director, [866,1459,931,1466]
banner-line-5: ସ୍ଥାନ : ନୂତନ ... [275,217,317,225]
sidebar-item-body: ବ୍ରହ୍ମପୁର,୧୧।୩(ସନ୍ତୋଷ ପାତ୍ର/ବିଜୟ ସାମଲ): ବ୍ରହ୍ମପୁର ସହର ଏକ ହୋଟେଲ ରୁମରୁ ଜଣେ ଯୁବକଙ୍କ ମୃତଦେହ ମଙ୍ଗଳବାର ଜବତ ହୋଇଛି। ସୂଚନା ପାଇ ପୋଲିସ ସ୍ଥାନରେ ପହଞ୍ଚି ମୃତଦେହ ଉଦ୍ଧାର କରିଥିଲା। ମୃତ ଯୁବକ ଜଣକ ଆସ୍କା ଅଞ୍ଚଳର ବୋଲି ଜଣାପଡ଼ିଛି। ହୋଟେଲ କର୍ମଚାରୀଙ୍କ କହିବା ଅନୁଯାୟୀ ସେ ଗତକାଲି ରୁମ ନେଇଥିଲେ। ସକାଳେ କବାଟ ନ ଖୋଲିବାରୁ ସନ୍ଦେହ ହୋଇଥିଲା। ପୋଲିସ ଏକ ଅପମୃତ୍ୟୁ ମାମଲା ରୁଜୁ କରି ତଦନ୍ତ ଆରମ୍ଭ କରିଛି। ମୃତଦେହକୁ ବ୍ୟବଚ୍ଛେଦ ପାଇଁ ଏମକେସିଜି ମେଡିକାଲ ପଠାଯାଇଛି। ମୃତ୍ୟୁର ପ୍ରକୃତ କାରଣ ରିପୋର୍ଟ ଆସିବା ପରେ ଜଣାପଡ଼ିବ ବୋଲି ପୋଲିସ କହିଛି। ପରିବାର ଲୋକଙ୍କୁ ଖବର ଦିଆଯାଇଛି। [6,129,131,270]
protest-banner [175,1275,315,1305]
table-cell: Last date of applying online CAF through www.samsodisha.gov.in [613,1224,816,1235]
govt-point: 5. This implies, only the left out applicants who have not been admitted to any of the HEIs in Phase-I admission process will be allowed to participate in the further phase/round of admission process. [607,853,934,869]
rbi-body [716,396,936,602]
rape-story [140,458,700,618]
table-cell: 7 [597,1299,613,1310]
emblem-right-icon [408,156,432,180]
footer-registration [0,1484,945,1498]
page-number: ୭ [915,15,931,45]
rbi-dept: ସମ୍ପତ୍ତି ବିଭାଗ, ଦକ୍ଷିଣ କଳାହାଣ୍ଡି ଦେବେନ୍ଦ୍ର ମାର୍ଗ, [782,347,904,354]
table-row [597,1281,934,1299]
govt-helpline: For more details please contact : e-Admission Helpline (Toll Free) Number 155335 / 1800-345-5770 [595,1400,935,1424]
